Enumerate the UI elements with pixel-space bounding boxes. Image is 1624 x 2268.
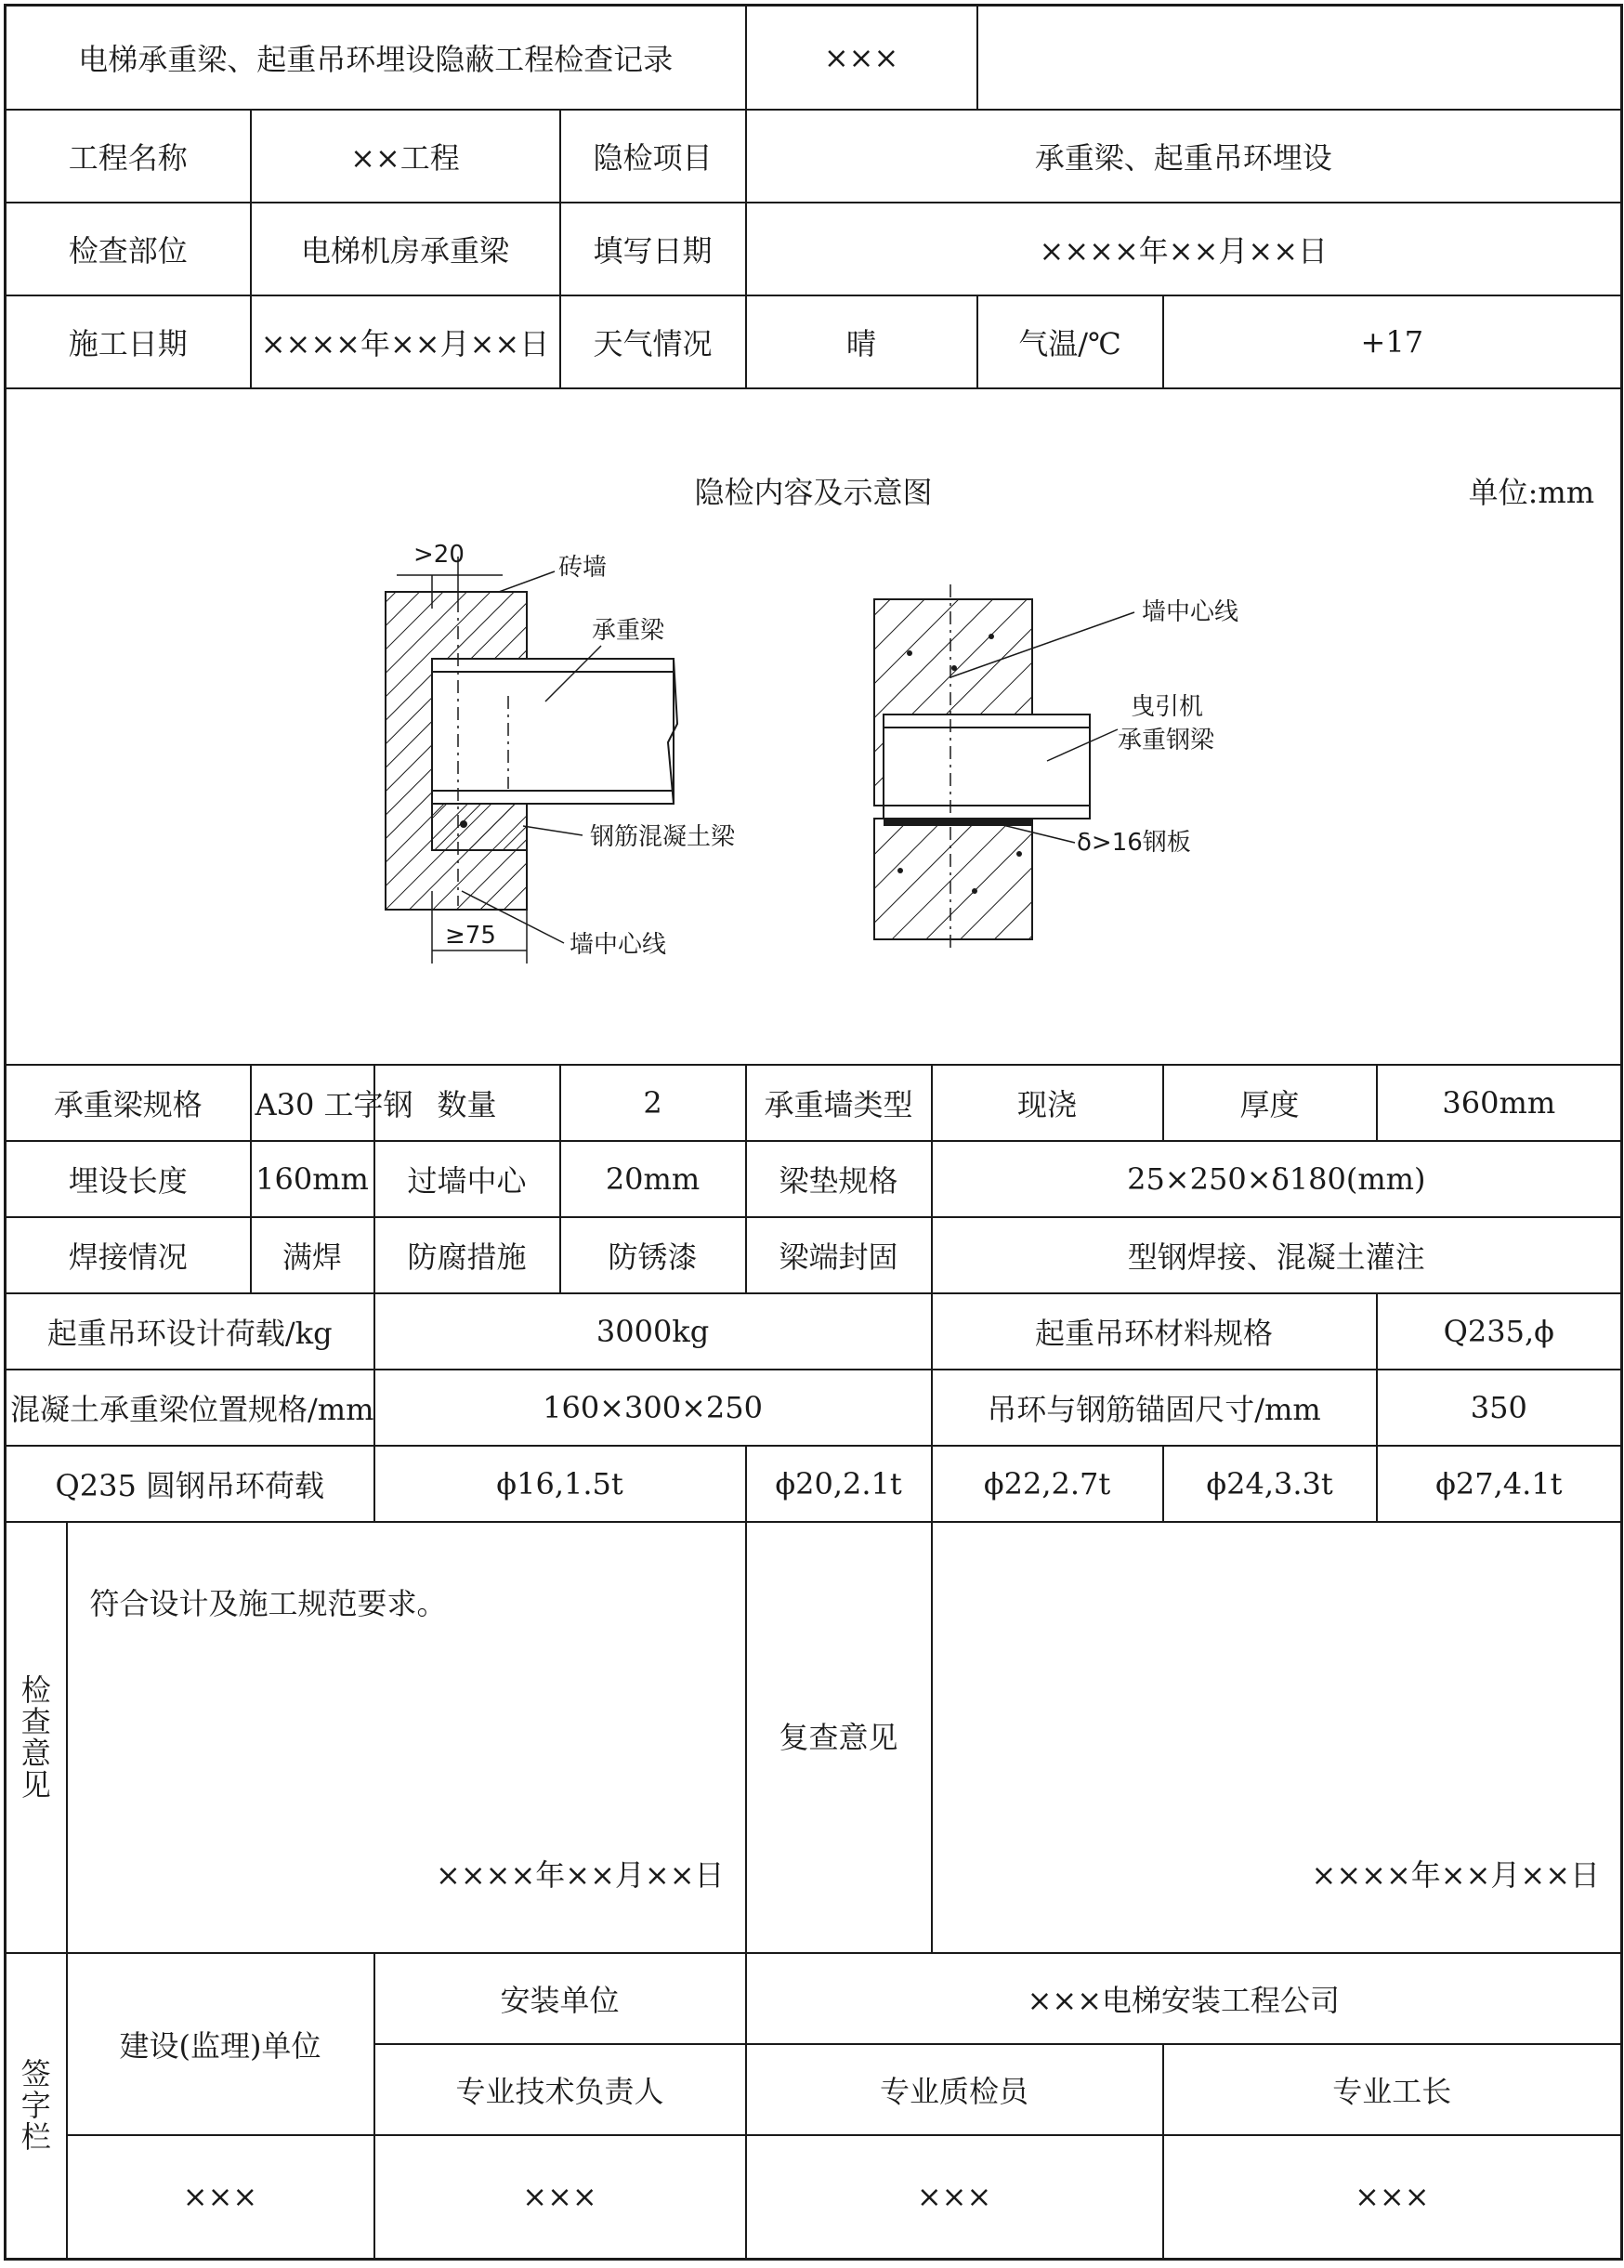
owner-label: 建设(监理)单位 (67, 1953, 374, 2135)
round-steel-label: Q235 圆钢吊环荷载 (6, 1446, 374, 1522)
embed-length-label: 埋设长度 (6, 1141, 251, 1217)
pad-spec-value: 25×250×δ180(mm) (932, 1141, 1622, 1217)
form-code: ××× (746, 6, 977, 110)
plate-label: δ>16钢板 (1077, 828, 1191, 857)
project-name-label: 工程名称 (6, 110, 251, 203)
figure-area (6, 388, 1622, 1065)
record-sheet (4, 4, 1620, 2264)
recheck-opinion-date: ××××年××月××日 (1311, 1856, 1601, 1893)
beam-spec-label: 承重梁规格 (6, 1065, 251, 1141)
right-center-line-label: 墙中心线 (1142, 597, 1239, 626)
beam-label: 承重梁 (592, 616, 665, 645)
construction-date-label: 施工日期 (6, 295, 251, 388)
fill-date-value: ××××年××月××日 (746, 203, 1622, 295)
recheck-opinion-label: 复查意见 (746, 1522, 932, 1953)
steel-beam-web (884, 728, 1090, 806)
fill-date-label: 填写日期 (560, 203, 746, 295)
load-phi20: ϕ20,2.1t (746, 1446, 932, 1522)
qc-label: 专业质检员 (746, 2044, 1163, 2135)
dim-top-label: >20 (413, 540, 465, 569)
anticorrosion-value: 防锈漆 (560, 1217, 746, 1293)
owner-signature: ××× (67, 2135, 374, 2260)
form-title: 电梯承重梁、起重吊环埋设隐蔽工程检查记录 (6, 6, 746, 110)
load-phi22: ϕ22,2.7t (932, 1446, 1163, 1522)
construction-date-value: ××××年××月××日 (251, 295, 560, 388)
recheck-opinion-cell (932, 1522, 1622, 1953)
embed-length-value: 160mm (251, 1141, 374, 1217)
steel-plate (884, 819, 1032, 826)
steel-beam-top-flange (884, 714, 1090, 728)
load-phi16: ϕ16,1.5t (374, 1446, 746, 1522)
material-label: 起重吊环材料规格 (932, 1293, 1377, 1370)
check-opinion-date: ××××年××月××日 (436, 1856, 725, 1893)
location-value: 电梯机房承重梁 (251, 203, 560, 295)
check-opinion-cell (67, 1522, 746, 1953)
thickness-label: 厚度 (1163, 1065, 1377, 1141)
anchor-label: 吊环与钢筋锚固尺寸/mm (932, 1370, 1377, 1446)
signature-label: 签字栏 (6, 1953, 67, 2260)
item-value: 承重梁、起重吊环埋设 (746, 110, 1622, 203)
temperature-label: 气温/℃ (977, 295, 1163, 388)
beam-top-flange (432, 659, 674, 672)
over-center-value: 20mm (560, 1141, 746, 1217)
weather-label: 天气情况 (560, 295, 746, 388)
traction-label-2: 承重钢梁 (1118, 726, 1215, 754)
dim-bottom-label: ≥75 (445, 921, 496, 950)
quantity-label: 数量 (374, 1065, 560, 1141)
tech-lead-label: 专业技术负责人 (374, 2044, 746, 2135)
weld-label: 焊接情况 (6, 1217, 251, 1293)
thickness-value: 360mm (1377, 1065, 1622, 1141)
design-load-value: 3000kg (374, 1293, 932, 1370)
rc-beam-spec-value: 160×300×250 (374, 1370, 932, 1446)
rc-beam-block (432, 804, 527, 850)
beam-web (432, 672, 674, 791)
foreman-signature: ××× (1163, 2135, 1622, 2260)
beam-bottom-flange (432, 791, 674, 804)
end-fix-label: 梁端封固 (746, 1217, 932, 1293)
installer-label: 安装单位 (374, 1953, 746, 2044)
anchor-value: 350 (1377, 1370, 1622, 1446)
load-phi24: ϕ24,3.3t (1163, 1446, 1377, 1522)
material-value: Q235,ϕ (1377, 1293, 1622, 1370)
wall-type-value: 现浇 (932, 1065, 1163, 1141)
check-opinion-label: 检查意见 (6, 1522, 67, 1953)
foreman-label: 专业工长 (1163, 2044, 1622, 2135)
item-label: 隐检项目 (560, 110, 746, 203)
left-center-line-label: 墙中心线 (570, 930, 667, 959)
tech-lead-signature: ××× (374, 2135, 746, 2260)
location-label: 检查部位 (6, 203, 251, 295)
weather-value: 晴 (746, 295, 977, 388)
left-section (386, 541, 736, 964)
wall-type-label: 承重墙类型 (746, 1065, 932, 1141)
end-fix-value: 型钢焊接、混凝土灌注 (932, 1217, 1622, 1293)
steel-beam-bottom-flange (884, 806, 1090, 819)
record-table (4, 4, 1623, 2261)
traction-label-1: 曳引机 (1131, 692, 1204, 721)
weld-value: 满焊 (251, 1217, 374, 1293)
figure-title: 隐检内容及示意图 (694, 474, 933, 510)
rc-beam-label: 钢筋混凝土梁 (590, 822, 736, 851)
design-load-label: 起重吊环设计荷载/kg (6, 1293, 374, 1370)
temperature-value: +17 (1163, 295, 1622, 388)
form-extra (977, 6, 1622, 110)
qc-signature: ××× (746, 2135, 1163, 2260)
anticorrosion-label: 防腐措施 (374, 1217, 560, 1293)
project-name-value: ××工程 (251, 110, 560, 203)
beam-spec-value: A30 工字钢 (251, 1065, 374, 1141)
rc-beam-spec-label: 混凝土承重梁位置规格/mm (6, 1370, 374, 1446)
load-phi27: ϕ27,4.1t (1377, 1446, 1622, 1522)
lower-wall (874, 819, 1032, 939)
beam-diagram (7, 389, 1619, 1066)
over-center-label: 过墙中心 (374, 1141, 560, 1217)
installer-value: ×××电梯安装工程公司 (746, 1953, 1622, 2044)
brick-wall-label: 砖墙 (558, 553, 608, 582)
figure-unit: 单位:mm (1468, 474, 1595, 510)
pad-spec-label: 梁垫规格 (746, 1141, 932, 1217)
check-opinion-text: 符合设计及施工规范要求。 (89, 1585, 447, 1621)
right-section (874, 584, 1238, 952)
quantity-value: 2 (560, 1065, 746, 1141)
